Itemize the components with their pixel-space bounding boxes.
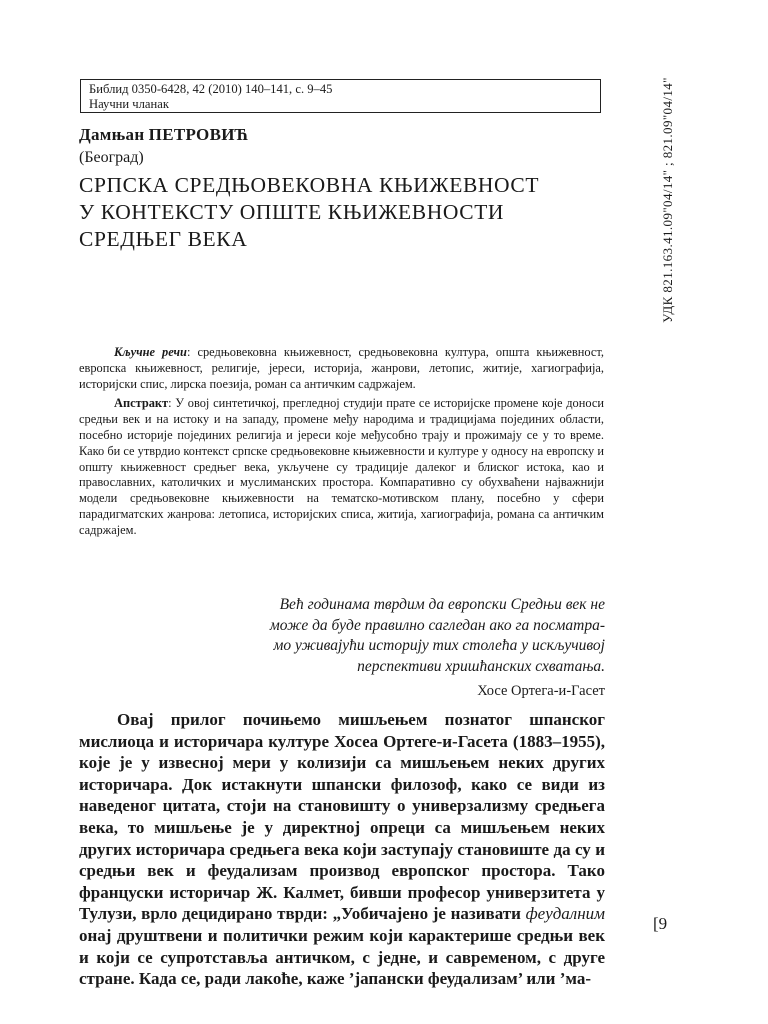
title-line: СРЕДЊЕГ ВЕКА — [79, 227, 248, 251]
epigraph-quote — [205, 595, 605, 677]
body-text-part: онај друштвени и политички режим који карактерише средњи век и који се супротставља античком, с једне, и савременом, с друге стране. Када се, ради лакоће, каже ’јапански феудализам’ или ’ма- — [79, 925, 605, 989]
author-city: (Београд) — [79, 149, 144, 166]
epigraph-line: може да буде правилно сагледан ако га посматра- — [269, 616, 605, 634]
body-text — [79, 709, 605, 990]
page-number: [9 — [653, 914, 668, 933]
epigraph-line: Већ годинама тврдим да европски Средњи век не — [279, 596, 605, 613]
epigraph — [205, 595, 605, 702]
article-type: Научни чланак — [89, 97, 169, 111]
abstract-section — [79, 345, 604, 539]
citation-line: Библид 0350-6428, 42 (2010) 140–141, с. 9–45 — [89, 82, 333, 96]
abstract-label: Апстракт — [114, 396, 169, 411]
keywords-paragraph — [79, 345, 604, 392]
citation-box — [80, 79, 601, 113]
author-name — [79, 124, 249, 146]
body-text-part: Овај прилог почињемо мишљењем познатог шпанског мислиоца и историчара културе Хосеа Ортеге-и-Гасета (1883–1955), које је у извесној мери у колизији са мишљењем неких других историчара. Док истакнути шпански филозоф, како се види из наведеног цитата, стоји на становишту о универзализму средњега века, то мишљење је у директној опреци са мишљењем неких других историчара средњега века који заступају становиште да су и средњи век и феудализам производ европског простора. Тако француски историчар Ж. Калмет, бивши професор универзитета у Тулузи, врло децидирано тврди: „Уобичајено је називати — [79, 710, 605, 924]
title-line: СРПСКА СРЕДЊОВЕКОВНА КЊИЖЕВНОСТ — [79, 173, 540, 197]
epigraph-line: перспективи хришћанских схватања. — [357, 657, 605, 675]
abstract-text: : У овој синтетичкој, прегледној студији прате се историјске промене које доноси средњи век и на истоку и на западу, промене међу народима и традицијама појединих области, посебно историје појединих религија и јереси које међусобно трају и прожимају се у то време. Како би се утврдио контекст српске средњовековне књижевности и културе у односу на европску и општу књижевност средњег века, укључене су традиције далеког и блиског истока, као и православних, католичких и муслиманских простора. Компаративно су обухваћени најважнији модели средњовековне књижевности на тематско-мотивском плану, посебно у сфери парадигматских жанрова: летописа, историјских списа, житија, хагиографија, романа са античким садржајем. — [79, 396, 604, 537]
epigraph-attribution: Хосе Ортега-и-Гасет — [477, 683, 605, 699]
epigraph-line: мо уживајући историју тих столећа у искључивој — [273, 637, 605, 654]
udk-text: УДК 821.163.41.09"04/14" ; 821.09"04/14" — [660, 77, 675, 323]
abstract-paragraph — [79, 396, 604, 538]
title-line: У КОНТЕКСТУ ОПШТЕ КЊИЖЕВНОСТИ — [79, 200, 505, 224]
article-title — [79, 172, 599, 253]
keywords-label: Кључне речи — [114, 345, 187, 359]
body-emphasis: феудалним — [525, 904, 605, 924]
author-last-name: ПЕТРОВИЋ — [148, 125, 249, 144]
author-first-name: Дамњан — [79, 125, 145, 144]
body-paragraph — [79, 709, 605, 990]
keywords-text: : средњовековна књижевност, средњовековна култура, општа књижевност, европска књижевност, религије, јереси, историја, жанрови, летопис, житије, хагиографија, историјски спис, лирска поезија, роман са античким садржајем. — [79, 345, 604, 391]
